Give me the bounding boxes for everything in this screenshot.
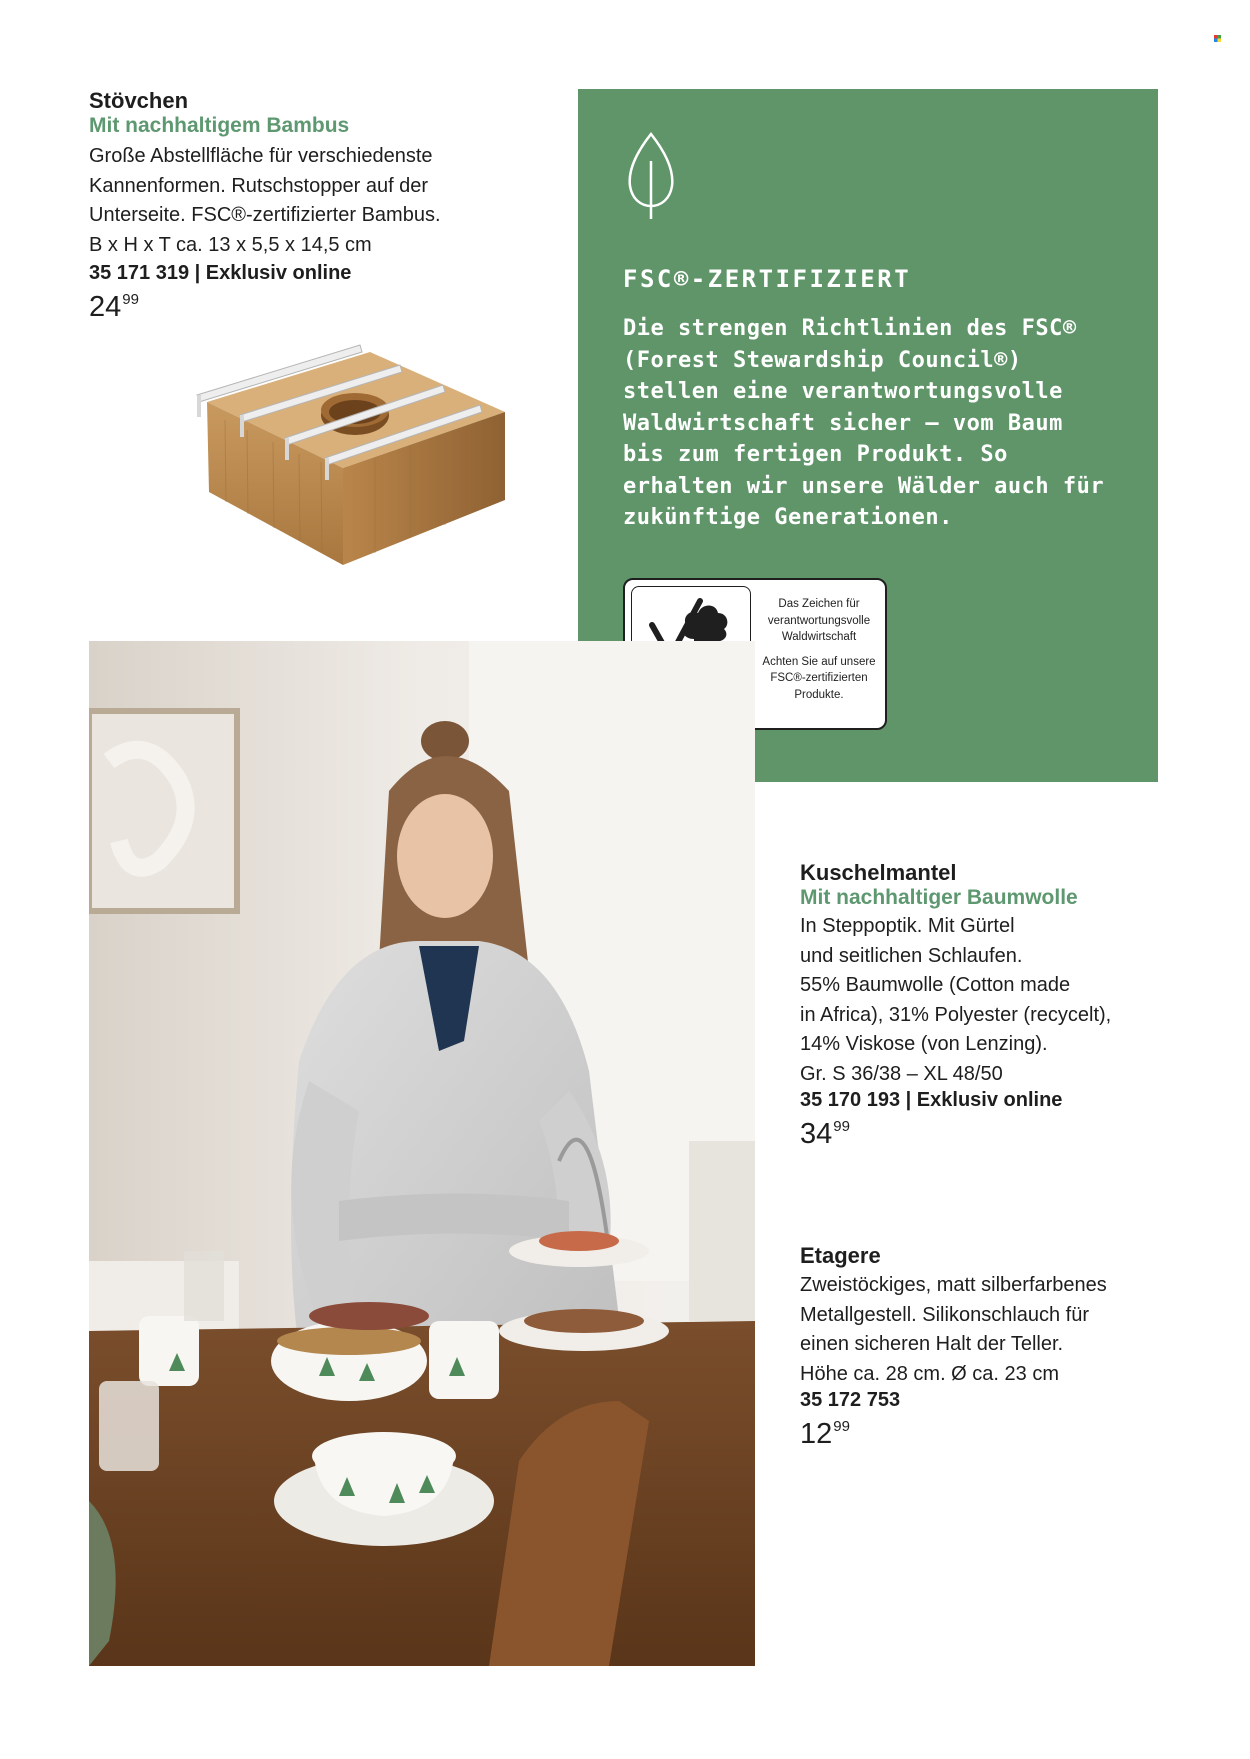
product-title: Kuschelmantel <box>800 860 957 885</box>
description-line: B x H x T ca. 13 x 5,5 x 14,5 cm <box>89 233 372 256</box>
article-number: 35 172 753 <box>800 1389 901 1411</box>
description-line: und seitlichen Schlaufen. <box>800 944 1023 967</box>
fsc-badge-line: verantwortungsvolle <box>767 614 871 627</box>
description-line: 55% Baumwolle (Cotton made <box>800 974 1071 996</box>
description-line: Große Abstellfläche für verschiedenste <box>89 145 433 167</box>
product-tagline: Mit nachhaltigem Bambus <box>89 114 350 137</box>
description-line: Gr. S 36/38 – XL 48/50 <box>800 1062 1003 1085</box>
fsc-badge-line: Achten Sie auf unsere <box>762 655 876 668</box>
fsc-badge-line: Waldwirtschaft <box>781 631 857 643</box>
description-line: Unterseite. FSC®-zertifizierter Bambus. <box>89 204 441 226</box>
product-kuschelmantel <box>800 860 1200 1151</box>
product-etagere <box>800 1243 1200 1451</box>
fsc-body-line: Waldwirtschaft sicher – vom Baum <box>623 410 1063 436</box>
description-line: Metallgestell. Silikonschlauch für <box>800 1303 1090 1326</box>
price <box>89 291 509 324</box>
description-line: einen sicheren Halt der Teller. <box>800 1333 1064 1355</box>
product-title: Stövchen <box>89 88 189 113</box>
fsc-body-line: erhalten wir unsere Wälder auch für <box>623 473 1105 499</box>
description-line: In Steppoptik. Mit Gürtel <box>800 915 1015 937</box>
price <box>800 1118 1200 1151</box>
fsc-body-line: Die strengen Richtlinien des FSC® <box>623 316 1077 341</box>
fsc-body-text <box>623 313 1133 534</box>
article-number: 35 170 193 | Exklusiv online <box>800 1089 1063 1111</box>
fsc-badge-line: FSC®-zertifizierten <box>770 672 868 684</box>
price-main: 24 <box>89 291 122 323</box>
description-line: Kannenformen. Rutschstopper auf der <box>89 174 429 197</box>
price <box>800 1418 1200 1451</box>
price-cents: 99 <box>833 1118 850 1135</box>
fsc-body-line: (Forest Stewardship Council®) <box>623 347 1022 373</box>
lifestyle-photo <box>89 641 755 1666</box>
fsc-body-line: zukünftige Generationen. <box>623 505 953 530</box>
description-line: in Africa), 31% Polyester (recycelt), <box>800 1003 1112 1026</box>
description-line: Höhe ca. 28 cm. Ø ca. 23 cm <box>800 1362 1059 1385</box>
price-cents: 99 <box>833 1418 850 1435</box>
description-line: Zweistöckiges, matt silberfarbenes <box>800 1274 1107 1296</box>
price-cents: 99 <box>122 291 139 308</box>
product-description <box>89 142 509 260</box>
color-mark-icon <box>1214 35 1221 42</box>
price-main: 12 <box>800 1418 833 1450</box>
description-line: 14% Viskose (von Lenzing). <box>800 1033 1048 1055</box>
fsc-body-line: stellen eine verantwortungsvolle <box>623 379 1063 404</box>
leaf-icon <box>626 131 676 221</box>
product-description <box>800 912 1200 1089</box>
product-tagline: Mit nachhaltiger Baumwolle <box>800 886 1078 909</box>
fsc-heading: FSC®-ZERTIFIZIERT <box>623 265 912 293</box>
fsc-badge-text <box>753 596 885 703</box>
tea-warmer-image <box>195 340 525 580</box>
price-main: 34 <box>800 1118 833 1150</box>
woman-in-robe-image <box>89 641 755 1666</box>
article-number: 35 171 319 | Exklusiv online <box>89 262 352 284</box>
product-stoevchen <box>89 88 509 324</box>
product-title: Etagere <box>800 1243 881 1268</box>
product-description <box>800 1271 1200 1389</box>
fsc-body-line: bis zum fertigen Produkt. So <box>623 442 1008 467</box>
fsc-badge-line: Das Zeichen für <box>778 598 860 610</box>
fsc-badge-line: Produkte. <box>794 688 844 701</box>
